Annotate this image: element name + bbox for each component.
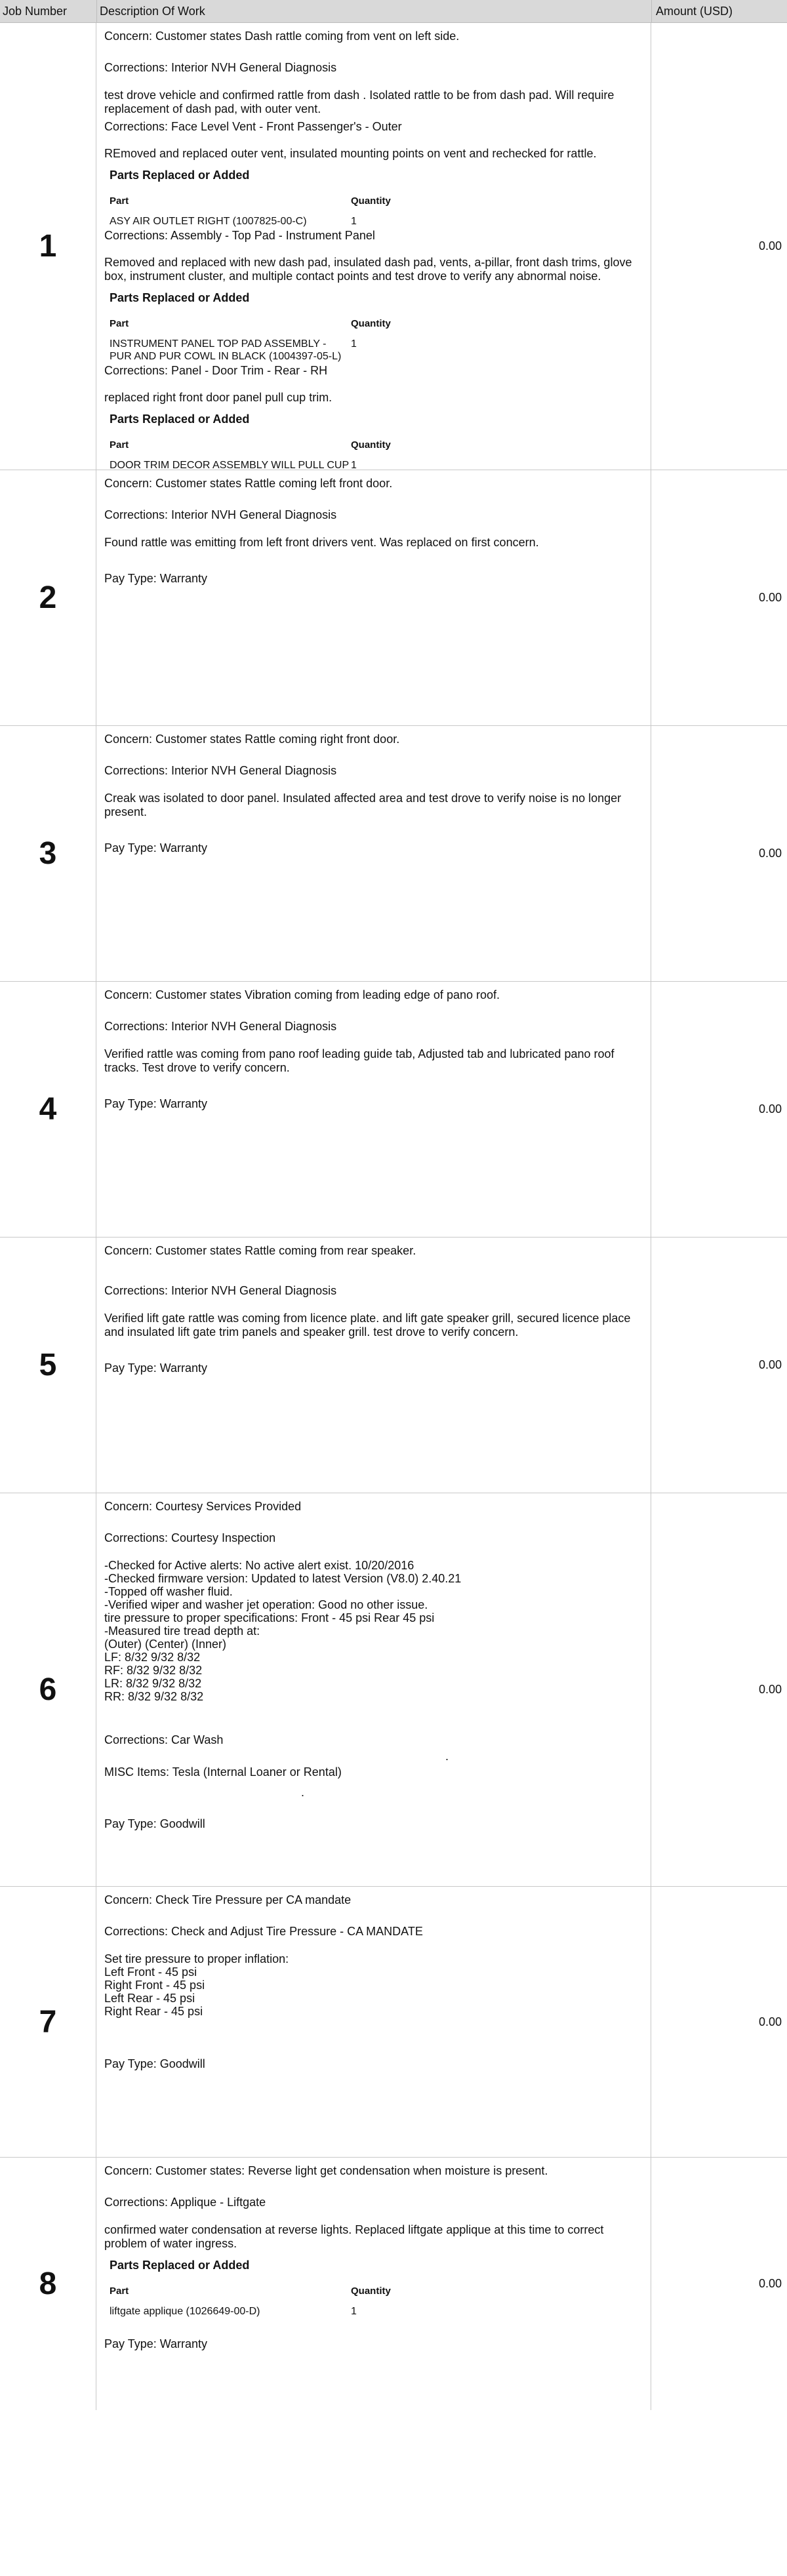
parts-table [110,169,529,228]
pay-type: Pay Type: Goodwill [104,1817,205,1830]
parts-table [110,291,529,363]
concern-text: Concern: Customer states Vibration coming from leading edge of pano roof. [104,988,500,1001]
concern-text: Concern: Customer states Rattle coming right front door. [104,733,400,746]
job-amount: 0.00 [758,2015,782,2028]
part-quantity: 1 [351,2306,357,2317]
correction-text: -Checked for Active alerts: No active alert exist. 10/20/2016 -Checked firmware version: Updated to latest Version (V8.0) 2.40.21 -Topped off washer fluid. -Verified wiper and washer jet operation: Good no other issue. tire pressure to proper specifications: Front - 45 psi Rear 45 psi -Measured tire tread depth at: (Outer) (Center) (Inner) LF: 8/32 9/32 8/32 RF: 8/32 9/32 8/32 LR: 8/32 9/32 8/32 RR: 8/32 9/32 8/32 [104,1559,462,1703]
parts-title: Parts Replaced or Added [110,413,250,426]
part-name: liftgate applique (1026649-00-D) [110,2306,260,2317]
job-row-5 [0,1238,787,1493]
quantity-column-header: Quantity [351,195,391,207]
pay-type: Pay Type: Warranty [104,841,208,855]
correction-text: Found rattle was emitting from left front drivers vent. Was replaced on first concern. [104,536,539,549]
job-number: 1 [0,23,96,470]
job-amount: 0.00 [758,591,782,604]
part-column-header: Part [110,2285,129,2297]
misc-items: MISC Items: Tesla (Internal Loaner or Rental) [104,1765,342,1779]
pay-type: Pay Type: Goodwill [104,2057,205,2070]
correction-title: Corrections: Assembly - Top Pad - Instrument Panel [104,229,375,242]
job-number: 5 [0,1238,96,1493]
pay-type: Pay Type: Warranty [104,1361,208,1375]
job-amount: 0.00 [758,239,782,252]
correction-title: Corrections: Applique - Liftgate [104,2196,266,2209]
correction-title: Corrections: Interior NVH General Diagnosis [104,1284,337,1297]
pay-type: Pay Type: Warranty [104,1097,208,1110]
line-marker: . [301,1786,305,1799]
correction-text: test drove vehicle and confirmed rattle from dash . Isolated rattle to be from dash pad. Will require replacement of dash pad, with outer vent. [104,89,615,115]
part-quantity: 1 [351,338,357,350]
line-marker: . [445,1750,449,1763]
correction-title: Corrections: Interior NVH General Diagnosis [104,1020,337,1033]
job-description [96,1238,651,1493]
correction-text: Verified rattle was coming from pano roof leading guide tab, Adjusted tab and lubricated pano roof tracks. Test drove to verify concern. [104,1047,615,1074]
part-name: ASY AIR OUTLET RIGHT (1007825-00-C) [110,216,307,227]
correction-title: Corrections: Check and Adjust Tire Pressure - CA MANDATE [104,1925,423,1938]
job-number: 4 [0,982,96,1237]
correction-title: Corrections: Car Wash [104,1733,224,1746]
part-name: DOOR TRIM DECOR ASSEMBLY WILL PULL CUP [110,460,349,470]
parts-header [110,194,529,208]
job-description [96,2158,651,2410]
correction-title: Corrections: Panel - Door Trim - Rear - RH [104,364,328,377]
correction-text: Set tire pressure to proper inflation: Left Front - 45 psi Right Front - 45 psi Left Rear - 45 psi Right Rear - 45 psi [104,1952,289,2018]
job-number: 3 [0,726,96,981]
correction-title: Corrections: Interior NVH General Diagnosis [104,508,337,521]
correction-text: Verified lift gate rattle was coming from licence plate. and lift gate speaker grill, secured licence place and insulated lift gate trim panels and speaker grill. test drove to verify concern. [104,1312,631,1338]
job-number: 6 [0,1493,96,1886]
job-row-1 [0,23,787,470]
correction-text: Creak was isolated to door panel. Insulated affected area and test drove to verify noise is no longer present. [104,792,622,818]
part-quantity: 1 [351,216,357,227]
correction-text: confirmed water condensation at reverse lights. Replaced liftgate applique at this time to correct problem of water ingress. [104,2223,604,2250]
job-row-2 [0,470,787,726]
table-header [0,0,787,23]
description-header: Description Of Work [96,0,651,22]
concern-text: Concern: Check Tire Pressure per CA mandate [104,1893,352,1906]
part-row [110,338,529,363]
correction-title: Corrections: Interior NVH General Diagnosis [104,61,337,74]
job-amount: 0.00 [758,1102,782,1116]
job-description [96,1493,651,1886]
concern-text: Concern: Customer states Rattle coming left front door. [104,477,393,490]
job-amount: 0.00 [758,1358,782,1371]
job-description [96,982,651,1237]
concern-text: Concern: Courtesy Services Provided [104,1500,302,1513]
parts-table [110,2259,529,2318]
part-column-header: Part [110,318,129,329]
amount-header: Amount (USD) [651,0,787,22]
part-row [110,2305,529,2318]
correction-title: Corrections: Face Level Vent - Front Passenger's - Outer [104,120,402,133]
concern-text: Concern: Customer states Rattle coming from rear speaker. [104,1244,416,1257]
parts-title: Parts Replaced or Added [110,291,250,304]
job-row-6 [0,1493,787,1887]
part-row [110,459,529,470]
pay-type: Pay Type: Warranty [104,2337,208,2350]
job-description [96,1887,651,2157]
job-amount: 0.00 [758,1683,782,1696]
concern-text: Concern: Customer states Dash rattle coming from vent on left side. [104,30,460,43]
part-quantity: 1 [351,460,357,470]
job-number: 8 [0,2158,96,2410]
correction-text: replaced right front door panel pull cup trim. [104,391,333,404]
quantity-column-header: Quantity [351,439,391,451]
job-description [96,470,651,725]
parts-table [110,413,529,470]
job-row-8 [0,2158,787,2410]
quantity-column-header: Quantity [351,2285,391,2297]
part-column-header: Part [110,195,129,207]
parts-title: Parts Replaced or Added [110,169,250,182]
parts-header [110,317,529,331]
quantity-column-header: Quantity [351,318,391,329]
part-name: INSTRUMENT PANEL TOP PAD ASSEMBLY - PUR AND PUR COWL IN BLACK (1004397-05-L) [110,338,342,362]
job-row-3 [0,726,787,982]
pay-type: Pay Type: Warranty [104,572,208,585]
job-amount: 0.00 [758,847,782,860]
part-column-header: Part [110,439,129,451]
correction-title: Corrections: Interior NVH General Diagnosis [104,764,337,777]
job-description [96,23,651,470]
parts-header [110,2284,529,2298]
correction-text: REmoved and replaced outer vent, insulated mounting points on vent and rechecked for rattle. [104,147,597,160]
parts-title: Parts Replaced or Added [110,2259,250,2272]
job-amount: 0.00 [758,2277,782,2290]
parts-header [110,438,529,452]
job-number-header: Job Number [3,4,68,18]
job-number: 2 [0,470,96,725]
concern-text: Concern: Customer states: Reverse light get condensation when moisture is present. [104,2164,548,2177]
job-row-7 [0,1887,787,2158]
part-row [110,215,529,228]
correction-title: Corrections: Courtesy Inspection [104,1531,276,1544]
job-number: 7 [0,1887,96,2157]
job-row-4 [0,982,787,1238]
job-description [96,726,651,981]
correction-text: Removed and replaced with new dash pad, insulated dash pad, vents, a-pillar, front dash trims, glove box, instrument cluster, and multiple contact points and test drove to verify any abnormal noise. [104,256,632,283]
